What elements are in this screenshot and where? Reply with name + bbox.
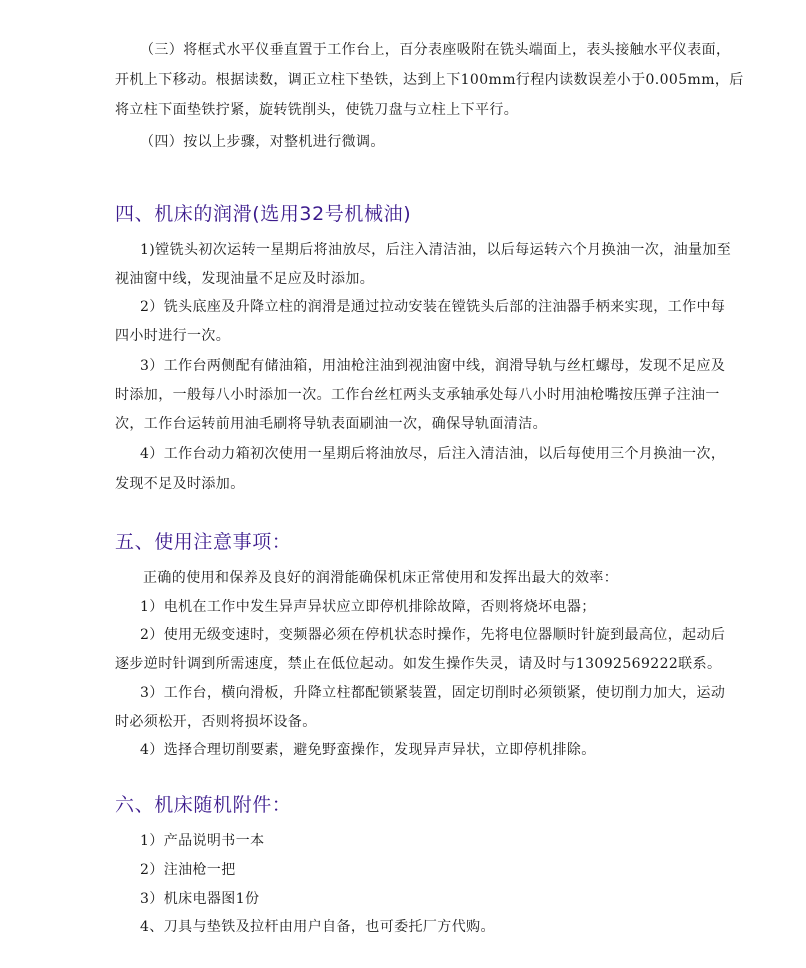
paragraph-line: 逐步逆时针调到所需速度，禁止在低位起动。如发生操作失灵，请及时与13092569222联系。	[115, 656, 722, 672]
paragraph-line: 发现不足及时添加。	[115, 476, 245, 492]
paragraph-line: 3）工作台，横向滑板，升降立柱都配锁紧装置，固定切削时必须锁紧，使切削力加大，运动	[140, 685, 726, 701]
list-item: 3）机床电器图1份	[140, 891, 260, 907]
paragraph-line: 开机上下移动。根据读数，调正立柱下垫铁，达到上下100mm行程内读数误差小于0.005mm，后	[115, 72, 744, 88]
paragraph-line: （三）将框式水平仪垂直置于工作台上，百分表座吸附在铣头端面上，表头接触水平仪表面，	[140, 42, 731, 58]
paragraph-line: 视油窗中线，发现油量不足应及时添加。	[115, 271, 375, 287]
list-item: 1）产品说明书一本	[140, 833, 265, 849]
paragraph-line: 正确的使用和保养及良好的润滑能确保机床正常使用和发挥出最大的效率：	[143, 570, 619, 586]
paragraph-line: （四）按以上步骤，对整机进行微调。	[140, 134, 385, 150]
list-item: 2）注油枪一把	[140, 862, 236, 878]
paragraph-line: 3）工作台两侧配有储油箱，用油枪注油到视油窗中线，润滑导轨与丝杠螺母，发现不足应及	[140, 358, 726, 374]
paragraph-line: 2）铣头底座及升降立柱的润滑是通过拉动安装在镗铣头后部的注油器手柄来实现，工作中每	[140, 299, 726, 315]
paragraph-line: 时添加，一般每八小时添加一次。工作台丝杠两头支承轴承处每八小时用油枪嘴按压弹子注油一	[115, 387, 720, 403]
paragraph-line: 时必须松开，否则将损坏设备。	[115, 714, 317, 730]
paragraph-line: 四小时进行一次。	[115, 328, 231, 344]
paragraph-line: 4）工作台动力箱初次使用一星期后将油放尽，后注入清洁油，以后每使用三个月换油一次，	[140, 446, 726, 462]
section-heading: 四、机床的润滑(选用32号机械油)	[115, 203, 412, 225]
paragraph-line: 次，工作台运转前用油毛刷将导轨表面刷油一次，确保导轨面清洁。	[115, 416, 547, 432]
paragraph-line: 将立柱下面垫铁拧紧，旋转铣削头，使铣刀盘与立柱上下平行。	[115, 102, 519, 118]
paragraph-line: 4）选择合理切削要素，避免野蛮操作，发现异声异状，立即停机排除。	[140, 742, 596, 758]
section-heading: 六、机床随机附件：	[115, 794, 292, 816]
paragraph-line: 1）电机在工作中发生异声异状应立即停机排除故障，否则将烧坏电器；	[140, 599, 596, 615]
paragraph-line: 2）使用无级变速时，变频器必须在停机状态时操作，先将电位器顺时针旋到最高位，起动后	[140, 627, 726, 643]
paragraph-line: 1)镗铣头初次运转一星期后将油放尽，后注入清洁油，以后每运转六个月换油一次，油量加至	[140, 242, 732, 258]
section-heading: 五、使用注意事项：	[115, 531, 292, 553]
list-item: 4、刀具与垫铁及拉杆由用户自备，也可委托厂方代购。	[140, 919, 495, 935]
